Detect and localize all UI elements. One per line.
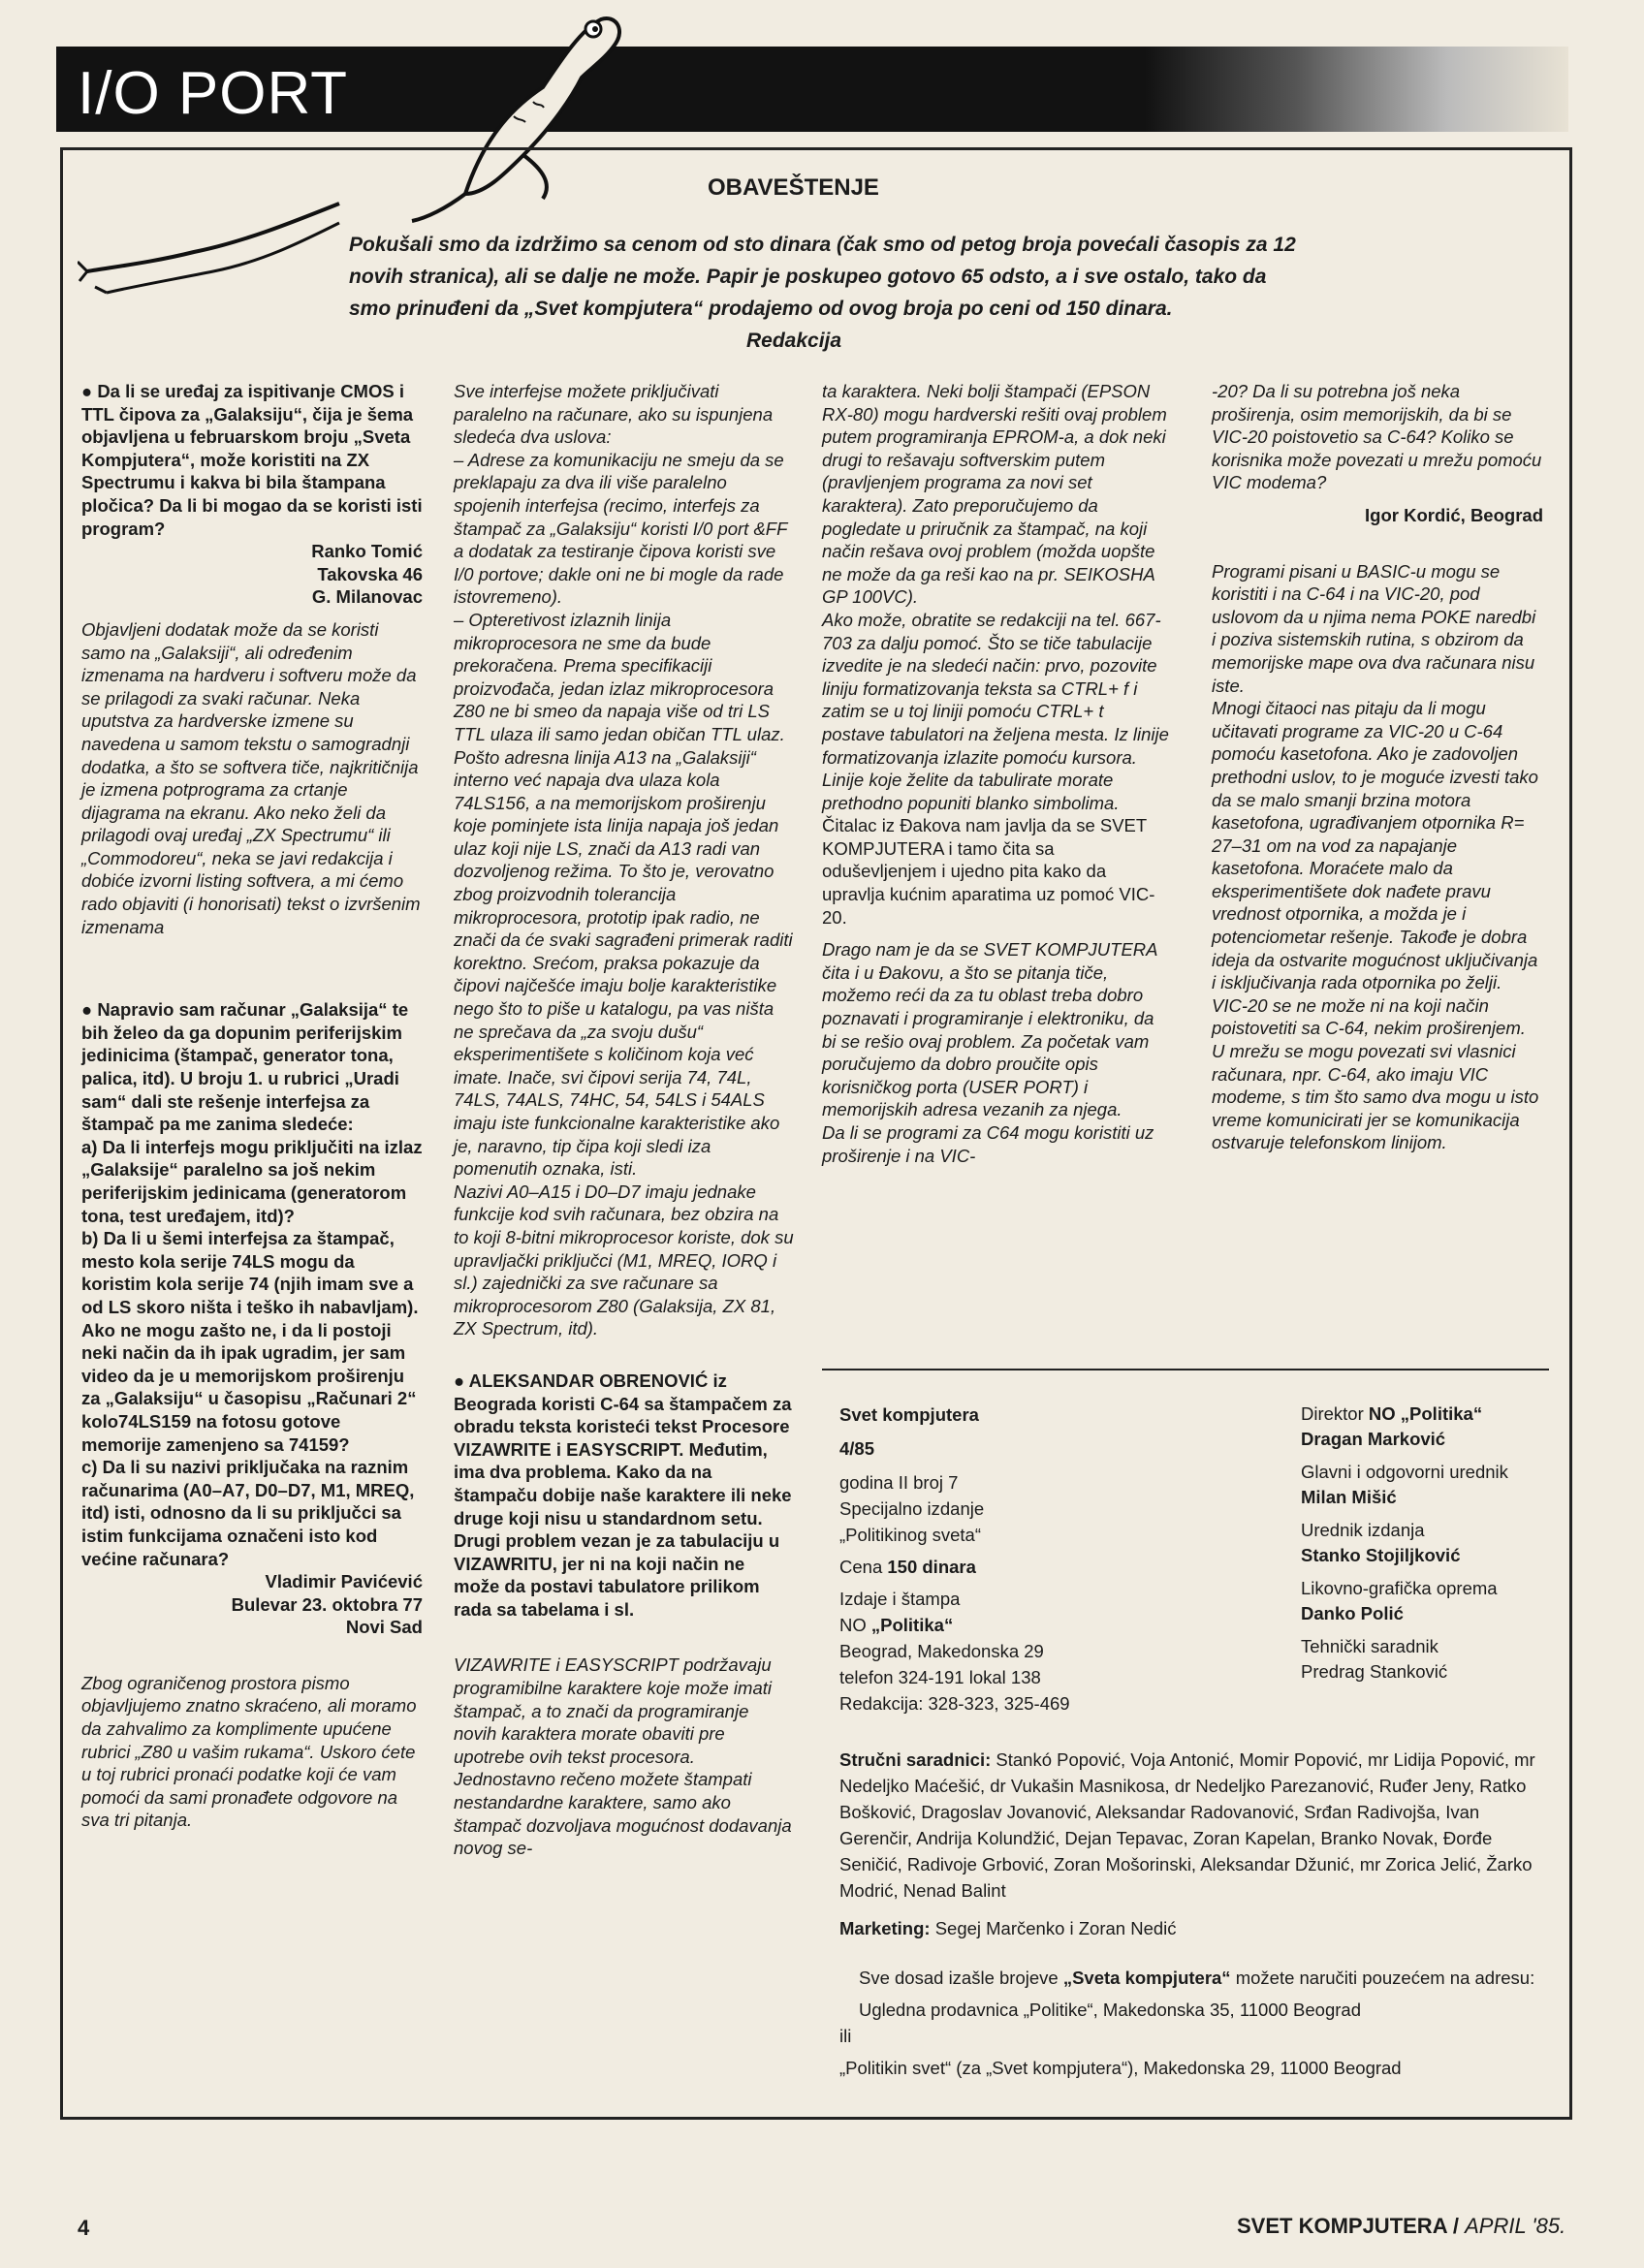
footer-date: APRIL '85. xyxy=(1465,2214,1566,2238)
question-address: Takovska 46 xyxy=(317,563,423,584)
imprint-marketing xyxy=(839,1915,1537,1941)
imprint-special-name: „Politikinog sveta“ xyxy=(839,1525,982,1545)
editor-answer: Ako može, obratite se redakciji na tel. 667-703 za dalju pomoć. Što se tiče tabulacije izvedite je na sledeći način: prvo, pozovite liniju formatizovanja teksta sa CTRL+ f i zatim se u toj liniji pomoću CTRL+ t postave tabulatori na željena mesta. Iz linije formatizovanja izlazite pomoću kursora. Linije koje želite da tabulirate morate prethodno popuniti blanko simbolima. xyxy=(822,609,1169,813)
editor-answer: Zbog ograničenog prostora pismo objavljujemo znatno skraćeno, ali moramo da zahvalimo za komplimente upućene rubrici „Z80 u vašim rukama“. Uskoro ćete u toj rubrici pronaći podatke koji će vam pomoći da sami pronađete odgovore na sva tri pitanja. xyxy=(81,1672,417,1831)
column-4 xyxy=(1212,380,1543,1154)
imprint-price xyxy=(839,1554,1188,1580)
editor-answer: – Adrese za komunikaciju ne smeju da se preklapaju za dva ili više paralelno spojenih interfejsa (recimo, interfejs za štampač za „Galaksiju“ koristi I/0 port &FF a dodatak za testiranje čipova koristi sve I/0 portove; dakle oni ne bi mogle da rade istovremeno). xyxy=(454,449,788,608)
column-3 xyxy=(822,380,1169,1167)
tech-label: Tehnički saradnik xyxy=(1301,1636,1438,1656)
imprint-office-address: „Politikin svet“ (za „Svet kompjutera“), Makedonska 29, 11000 Beograd xyxy=(839,2058,1402,2078)
notice-text: Pokušali smo da izdržimo sa cenom od sto dinara (čak smo od petog broja povećali časopis za 12 novih stranica), ali se dalje ne može. Papir je poskupeo gotovo 65 odsto, a i sve ostalo, tako da smo prinuđeni da „Svet kompjutera“ prodajemo od ovog broja po ceni od 150 dinara. xyxy=(349,234,1296,320)
experts-label: Stručni saradnici: xyxy=(839,1749,992,1770)
imprint-left xyxy=(839,1402,1188,1717)
imprint-issue: 4/85 xyxy=(839,1438,875,1459)
imprint-phone: telefon 324-191 lokal 138 xyxy=(839,1667,1041,1687)
question-city: Novi Sad xyxy=(345,1617,423,1638)
question-item: c) Da li su nazivi priključaka na raznim računarima (A0–A7, D0–D7, M1, MREQ, itd) isti, odnosno da li su priključci sa istim funkcijama označeni isto kod većine računara? xyxy=(81,1457,415,1569)
editor-answer: Objavljeni dodatak može da se koristi samo na „Galaksiji“, ali određenim izmenama na hardveru i softveru može da se prilagodi za svaki računar. Neka uputstva za hardverske izmene su navedena u samom tekstu o samogradnji dodatka, a što se softvera tiče, najkritičnija je izmena potprograma za crtanje dijagrama na ekranu. Ako neko želi da prilagodi ovaj uređaj „ZX Spectrumu“ ili „Commodoreu“, neka se javi redakcija i dobiće izvorni listing softvera, a mi ćemo rado objaviti (i honorisati) tekst o izvršenim izmenama xyxy=(81,618,421,937)
edition-name: Stanko Stojiljković xyxy=(1301,1545,1461,1565)
director-org: NO „Politika“ xyxy=(1368,1403,1483,1424)
reader-question: Čitalac iz Đakova nam javlja da se SVET KOMPJUTERA i tamo čita sa oduševljenjem i ujedno pita kako da upravlja kućnim aparatima uz pomoć VIC-20. xyxy=(822,815,1155,928)
marketing-label: Marketing: xyxy=(839,1918,931,1938)
reader-question: Da li se programi za C64 mogu koristiti uz proširenje i na VIC- xyxy=(822,1122,1154,1166)
publisher-prefix: NO xyxy=(839,1615,867,1635)
notice-signature: Redakcija xyxy=(746,330,842,352)
imprint-staff xyxy=(839,1747,1537,2081)
column-1 xyxy=(81,380,423,1832)
column-2 xyxy=(454,380,795,1860)
section-title: I/O PORT xyxy=(78,60,349,127)
imprint-director xyxy=(1301,1402,1553,1427)
imprint-order xyxy=(839,1965,1537,1991)
question-author: Igor Kordić, Beograd xyxy=(1365,504,1543,525)
editor-answer: ta karaktera. Neki bolji štampači (EPSON RX-80) mogu hardverski rešiti ovaj problem putem programiranja EPROM-a, a dok neki drugi to rešavaju softverskim putem (pravljenjem programa za novi set karaktera). Zato preporučujemo da pogledate u priručnik za štampač, na koji način rešava ovoj problem (možda uopšte ne može da ga reši kao na pr. SEIKOSHA GP 100VC). xyxy=(822,381,1167,608)
question-city: G. Milanovac xyxy=(311,586,423,608)
order-text-end: možete naručiti pouzećem na adresu: xyxy=(1235,1968,1535,1988)
footer-magazine-name: SVET KOMPJUTERA / xyxy=(1237,2214,1459,2238)
director-label: Direktor xyxy=(1301,1403,1364,1424)
reader-question: ● ALEKSANDAR OBRENOVIĆ iz Beograda koristi C-64 sa štampačem za obradu teksta koristeći tekst Procesore VIZAWRITE i EASYSCRIPT. Međutim, ima dva problema. Kako da na štampaču dobije naše karaktere ili neke druge koji nisu u standardnom setu. Drugi problem vezan je za tabulaciju u VIZAWRITU, jer ni na koji način ne može da postavi tabulatore prilikom rada sa tabelama i sl. xyxy=(454,1370,792,1620)
tech-name: Predrag Stanković xyxy=(1301,1661,1448,1682)
editor-answer: Sve interfejse možete priključivati paralelno na računare, ako su ispunjena sledeća dva uslova: xyxy=(454,381,774,448)
imprint-publisher xyxy=(839,1612,1188,1638)
director-name: Dragan Marković xyxy=(1301,1429,1446,1449)
marketing-names: Segej Marčenko i Zoran Nedić xyxy=(934,1918,1177,1938)
imprint-editorial-phone: Redakcija: 328-323, 325-469 xyxy=(839,1693,1070,1714)
page-number: 4 xyxy=(78,2216,90,2240)
editor-answer: VIC-20 se ne može ni na koji način poistovetiti sa C-64, nekim proširenjem. xyxy=(1212,994,1526,1039)
imprint-right xyxy=(1301,1402,1553,1685)
notice-heading: OBAVEŠTENJE xyxy=(708,174,879,201)
imprint-shop-address: Ugledna prodavnica „Politike“, Makedonska 35, 11000 Beograd xyxy=(859,2000,1361,2020)
editor-answer: Programi pisani u BASIC-u mogu se koristiti i na C-64 i na VIC-20, pod uslovom da u njima nema POKE naredbi i poziva sistemskih rutina, s obzirom da memorijske mape ova dva računara nisu iste. xyxy=(1212,560,1536,696)
imprint-year: godina II broj 7 xyxy=(839,1472,959,1493)
imprint-magazine-name: Svet kompjutera xyxy=(839,1404,979,1425)
editor-answer: VIZAWRITE i EASYSCRIPT podržavaju programibilne karaktere koje može imati štampač, a to znači da programiranje novih karaktera morate obaviti pre upotrebe ovih tekst procesora. Jednostavno rečeno možete štampati nestandardne karaktere, samo ako štampač dozvoljava mogućnost dodavanja novog se- xyxy=(454,1654,792,1859)
imprint-special: Specijalno izdanje xyxy=(839,1498,985,1519)
editor-answer: Nazivi A0–A15 i D0–D7 imaju jednake funkcije kod svih računara, bez obzira na to koji 8-bitni mikroprocesor koriste, dok su upravljački priključci (M1, MREQ, IORQ i sl.) zajednički za sve računare sa mikroprocesorom Z80 (Galaksija, ZX 81, ZX Spectrum, itd). xyxy=(454,1181,794,1339)
publisher-name: „Politika“ xyxy=(870,1615,954,1635)
editor-answer: – Opteretivost izlaznih linija mikroprocesora ne sme da bude prekoračena. Prema specifikaciji proizvođača, jedan izlaz mikroprocesora Z80 ne bi smeo da napaja više od tri LS TTL ulaza ili samo jedan običan TTL ulaz. Pošto adresna linija A13 na „Galaksiji“ interno već napaja dva ulaza kola 74LS156, a na memorijskom proširenju koje pominjete ista linija napaja još jedan ulaz koji nije LS, znači da A13 radi van dozvoljenog režima. To što je, verovatno zbog proizvodnih tolerancija mikroprocesora, prototip ipak radio, ne znači da će svaki sagrađeni primerak raditi korektno. Srećom, praksa pokazuje da čipovi najčešće imaju bolje karakteristike nego što to piše u katalogu, pa vas ništa ne sprečava da „za svoju dušu“ eksperimentišete s količinom koja već imate. Inače, svi čipovi serija 74, 74L, 74LS, 74ALS, 74HC, 54, 54LS i 54ALS imaju iste funkcionalne karakteristike ako je, naravno, tip čipa koji sledi iza pomenutih oznaka, isti. xyxy=(454,609,793,1180)
imprint-divider xyxy=(822,1369,1549,1370)
chief-name: Milan Mišić xyxy=(1301,1487,1397,1507)
question-item: a) Da li interfejs mogu priključiti na izlaz „Galaksije“ paralelno sa još nekim periferijskim jedinicama (generatorom tona, test uređajem, itd)? xyxy=(81,1136,423,1226)
price-label: Cena xyxy=(839,1557,883,1577)
edition-label: Urednik izdanja xyxy=(1301,1520,1425,1540)
footer-magazine xyxy=(1237,2214,1565,2239)
question-author: Ranko Tomić xyxy=(311,541,423,562)
order-text: Sve dosad izašle brojeve xyxy=(859,1968,1059,1988)
question-item: b) Da li u šemi interfejsa za štampač, mesto kola serije 74LS mogu da koristim kola serije 74 (njih imam sve a od LS skoro ništa i teško ih nabavljam). Ako ne mogu zašto ne, i da li postoji neki način da ih ipak ugradim, jer sam video da je u memorijskom proširenju za „Galaksiju“ u časopisu „Računari 2“ kolo74LS159 na fotosu gotove memorije zamenjeno sa 74159? xyxy=(81,1228,419,1455)
experts-list: Stankó Popović, Voja Antonić, Momir Popović, mr Lidija Popović, mr Nedeljko Maćešić, dr Vukašin Masnikosa, dr Nedeljko Parezanović, Ruđer Jeny, Ratko Bošković, Dragoslav Jovanović, Aleksandar Radovanović, Srđan Radivojša, Ivan Gerenčir, Andrija Kolundžić, Dejan Tepavac, Zoran Kapelan, Branko Novak, Đorđe Seničić, Radivoje Grbović, Zoran Mošorinski, Aleksandar Džunić, mr Zorica Jelić, Žarko Modrić, Nenad Balint xyxy=(839,1749,1535,1901)
reader-question: ● Napravio sam računar „Galaksija“ te bih želeo da ga dopunim periferijskim jedinicima (štampač, generator tona, palica, itd). U broju 1. u rubrici „Uradi sam“ dali ste rešenje interfejsa za štampač pa me zanima sledeće: xyxy=(81,999,409,1135)
reader-question: ● Da li se uređaj za ispitivanje CMOS i TTL čipova za „Galaksiju“, čija je šema objavljena u februarskom broju „Sveta Kompjutera“, može koristiti na ZX Spectrumu i kakva bi bila štampana pločica? Da li bi mogao da se koristi isti program? xyxy=(81,381,423,539)
imprint-publisher-label: Izdaje i štampa xyxy=(839,1589,961,1609)
reader-question: -20? Da li su potrebna još neka proširenja, osim memorijskih, da bi se VIC-20 poistovetio sa C-64? Koliko se korisnika može povezati u mrežu pomoću VIC modema? xyxy=(1212,381,1542,493)
price-value: 150 dinara xyxy=(887,1557,976,1577)
art-label: Likovno-grafička oprema xyxy=(1301,1578,1498,1598)
imprint-or: ili xyxy=(839,2026,852,2046)
chief-label: Glavni i odgovorni urednik xyxy=(1301,1462,1508,1482)
art-name: Danko Polić xyxy=(1301,1603,1404,1623)
order-magazine-name: „Sveta kompjutera“ xyxy=(1062,1968,1231,1988)
editor-answer: U mrežu se mogu povezati svi vlasnici računara, npr. C-64, ako imaju VIC modeme, s tim što samo dva mogu u isto vreme komunicirati jer se komunikacija ostvaruje telefonskom linijom. xyxy=(1212,1041,1539,1153)
question-author: Vladimir Pavićević xyxy=(265,1571,423,1592)
imprint-address: Beograd, Makedonska 29 xyxy=(839,1641,1044,1661)
question-address: Bulevar 23. oktobra 77 xyxy=(231,1593,423,1615)
editor-answer: Drago nam je da se SVET KOMPJUTERA čita i u Đakovu, a što se pitanja tiče, možemo reći da za tu oblast treba dobro poznavati i programiranje i elektroniku, da bi se rešio ovaj problem. Za početak vam poručujemo da dobro proučite opis korisničkog porta (USER PORT) i memorijskih adresa vezanih za njega. xyxy=(822,939,1157,1120)
editor-answer: Mnogi čitaoci nas pitaju da li mogu učitavati programe za VIC-20 u C-64 pomoću kasetofona. Ako je zadovoljen prethodni uslov, to je moguće izvesti tako da se malo smanji brzina motora kasetofona, ugrađivanjem otpornika R= 27–31 om na vod za napajanje kasetofona. Moraćete malo da eksperimentišete dok nađete pravu vrednost otpornika, a možda je i potenciometar rešenje. Takođe je dobra ideja da ostvarite mogućnost uključivanja i isključivanja rada otpornika po želji. xyxy=(1212,698,1538,993)
imprint-experts xyxy=(839,1747,1537,1904)
